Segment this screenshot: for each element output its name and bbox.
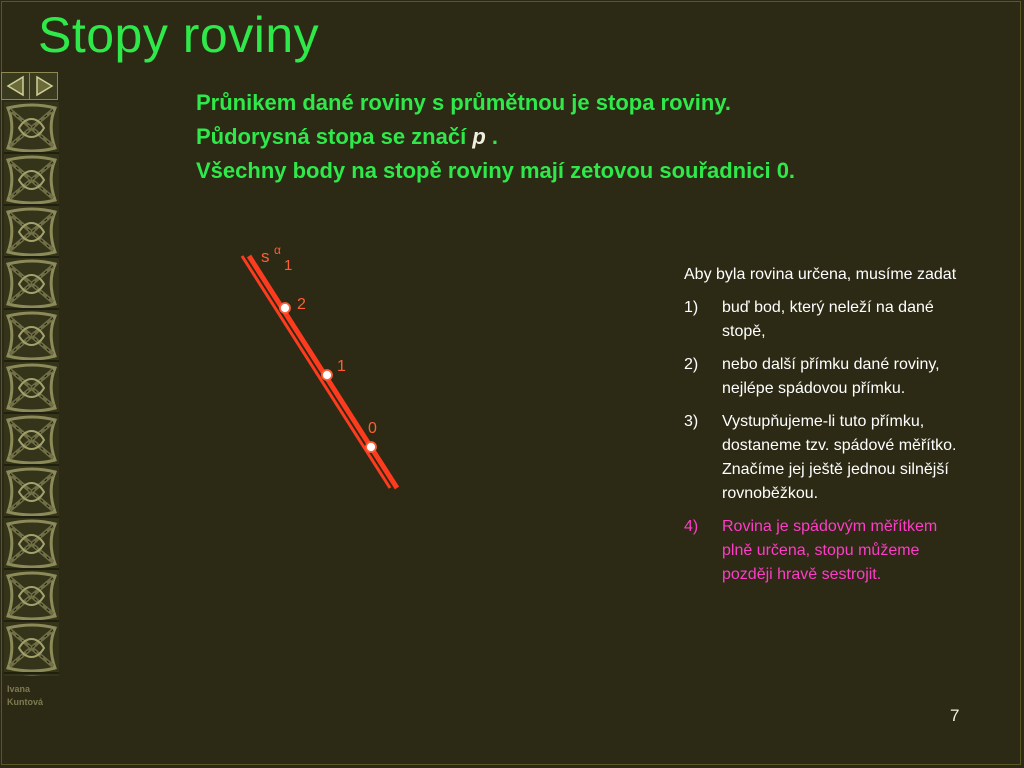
point-label: 1 — [337, 358, 346, 375]
list-item: 2) nebo další přímku dané roviny, nejlépe spádovou přímku. — [684, 356, 940, 397]
trace-label-subscript: 1 — [284, 257, 293, 274]
scale-point — [366, 442, 376, 452]
next-slide-button[interactable] — [30, 73, 57, 99]
scale-point — [280, 303, 290, 313]
heading-line-1: Průnikem dané roviny s průmětnou je stopa roviny. — [196, 90, 732, 115]
list-item: 1) buď bod, který neleží na dané stopě, — [684, 299, 934, 340]
trace-symbol: p — [472, 124, 486, 149]
list-item: 3) Vystupňujeme-li tuto přímku, dostaneme tzv. spádové měřítko. Značíme jej ještě jednou silnější rovnoběžkou. — [684, 413, 957, 502]
page-number: 7 — [950, 706, 960, 725]
scale-point — [322, 370, 332, 380]
notes-list — [684, 263, 959, 596]
notes-intro: Aby byla rovina určena, musíme zadat — [684, 266, 957, 283]
celtic-knot-pattern-icon — [4, 102, 59, 676]
celtic-knot-border — [4, 102, 59, 676]
triangle-left-icon — [5, 75, 27, 97]
trace-label: s — [261, 247, 270, 266]
trace-label-superscript: α — [274, 243, 281, 257]
list-item-highlighted: 4) Rovina je spádovým měřítkem plně určena, stopu můžeme později hravě sestrojit. — [684, 518, 938, 583]
gradient-scale-diagram — [230, 238, 410, 498]
point-label: 0 — [368, 420, 377, 437]
point-label: 2 — [297, 296, 306, 313]
triangle-right-icon — [33, 75, 55, 97]
heading-line-3: Všechny body na stopě roviny mají zetovou souřadnici 0. — [196, 158, 796, 183]
trace-line — [242, 256, 390, 488]
navigation-buttons — [1, 72, 58, 100]
previous-slide-button[interactable] — [2, 73, 30, 99]
author-name: Ivana Kuntová — [7, 684, 43, 707]
heading-line-2: Půdorysná stopa se značí p . — [196, 124, 498, 149]
slide-title: Stopy roviny — [38, 7, 320, 63]
heading-text — [196, 86, 1006, 188]
